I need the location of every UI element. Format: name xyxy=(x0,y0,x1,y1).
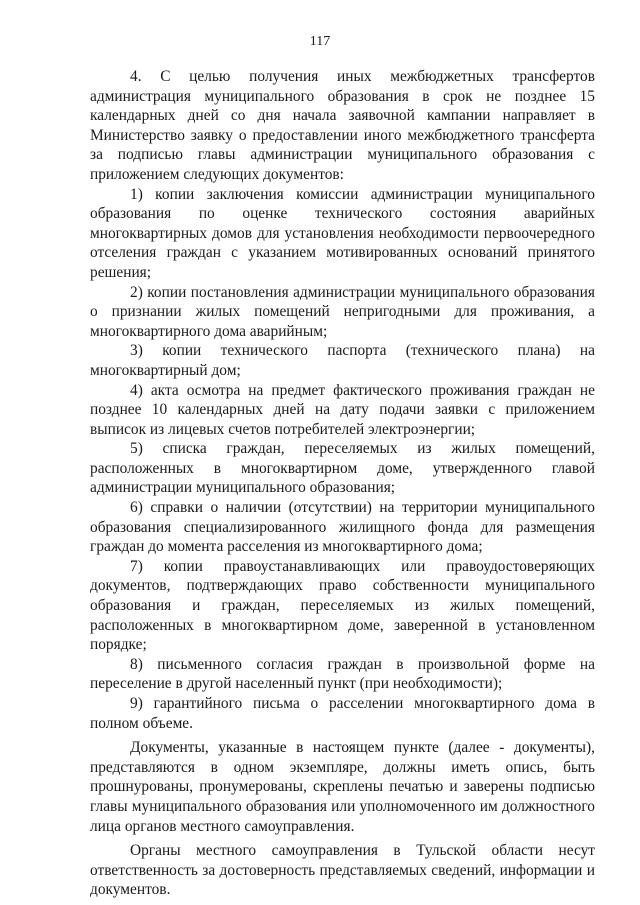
list-item-7: 7) копии правоустанавливающих или правоудостоверяющих документов, подтверждающих право собственности муниципального образования и граждан, переселяемых из жилых помещений, расположенных в многоквартирном доме, заверенной в установленном порядке; xyxy=(90,557,595,654)
list-item-4: 4) акта осмотра на предмет фактического проживания граждан не позднее 10 календарных дней на дату подачи заявки с приложением выписок из лицевых счетов потребителей электроэнергии; xyxy=(90,381,595,438)
paragraph-item-4-intro: 4. С целью получения иных межбюджетных трансфертов администрация муниципального образования в срок не позднее 15 календарных дней со дня начала заявочной кампании направляет в Министерство заявку о предоставлении иного межбюджетного трансферта за подписью главы администрации муниципального образования с приложением следующих документов: xyxy=(90,68,595,183)
list-item-8: 8) письменного согласия граждан в произвольной форме на переселение в другой населенный пункт (при необходимости); xyxy=(90,655,595,693)
document-body xyxy=(90,67,595,900)
paragraph-documents-requirements: Документы, указанные в настоящем пункте (далее - документы), представляются в одном экземпляре, должны иметь опись, быть прошнурованы, пронумерованы, скреплены печатью и заверены подписью главы муниципального образования или уполномоченного им должностного лица органов местного самоуправления. xyxy=(90,739,595,835)
list-item-2: 2) копии постановления администрации муниципального образования о признании жилых помещений непригодными для проживания, а многоквартирного дома аварийным; xyxy=(90,283,595,340)
list-item-9: 9) гарантийного письма о расселении многоквартирного дома в полном объеме. xyxy=(90,695,595,732)
list-item-1: 1) копии заключения комиссии администрации муниципального образования по оценке технического состояния аварийных многоквартирных домов для установления необходимости первоочередного отселения граждан с указанием мотивированных оснований принятого решения; xyxy=(90,185,595,281)
paragraph-responsibility: Органы местного самоуправления в Тульской области несут ответственность за достоверность представляемых сведений, информации и документов. xyxy=(90,842,595,899)
list-item-3: 3) копии технического паспорта (технического плана) на многоквартирный дом; xyxy=(90,342,595,379)
list-item-6: 6) справки о наличии (отсутствии) на территории муниципального образования специализированного жилищного фонда для размещения граждан до момента расселения из многоквартирного дома; xyxy=(90,499,595,556)
list-item-5: 5) списка граждан, переселяемых из жилых помещений, расположенных в многоквартирном доме, утвержденного главой администрации муниципального образования; xyxy=(90,440,595,497)
page-number: 117 xyxy=(309,34,331,49)
